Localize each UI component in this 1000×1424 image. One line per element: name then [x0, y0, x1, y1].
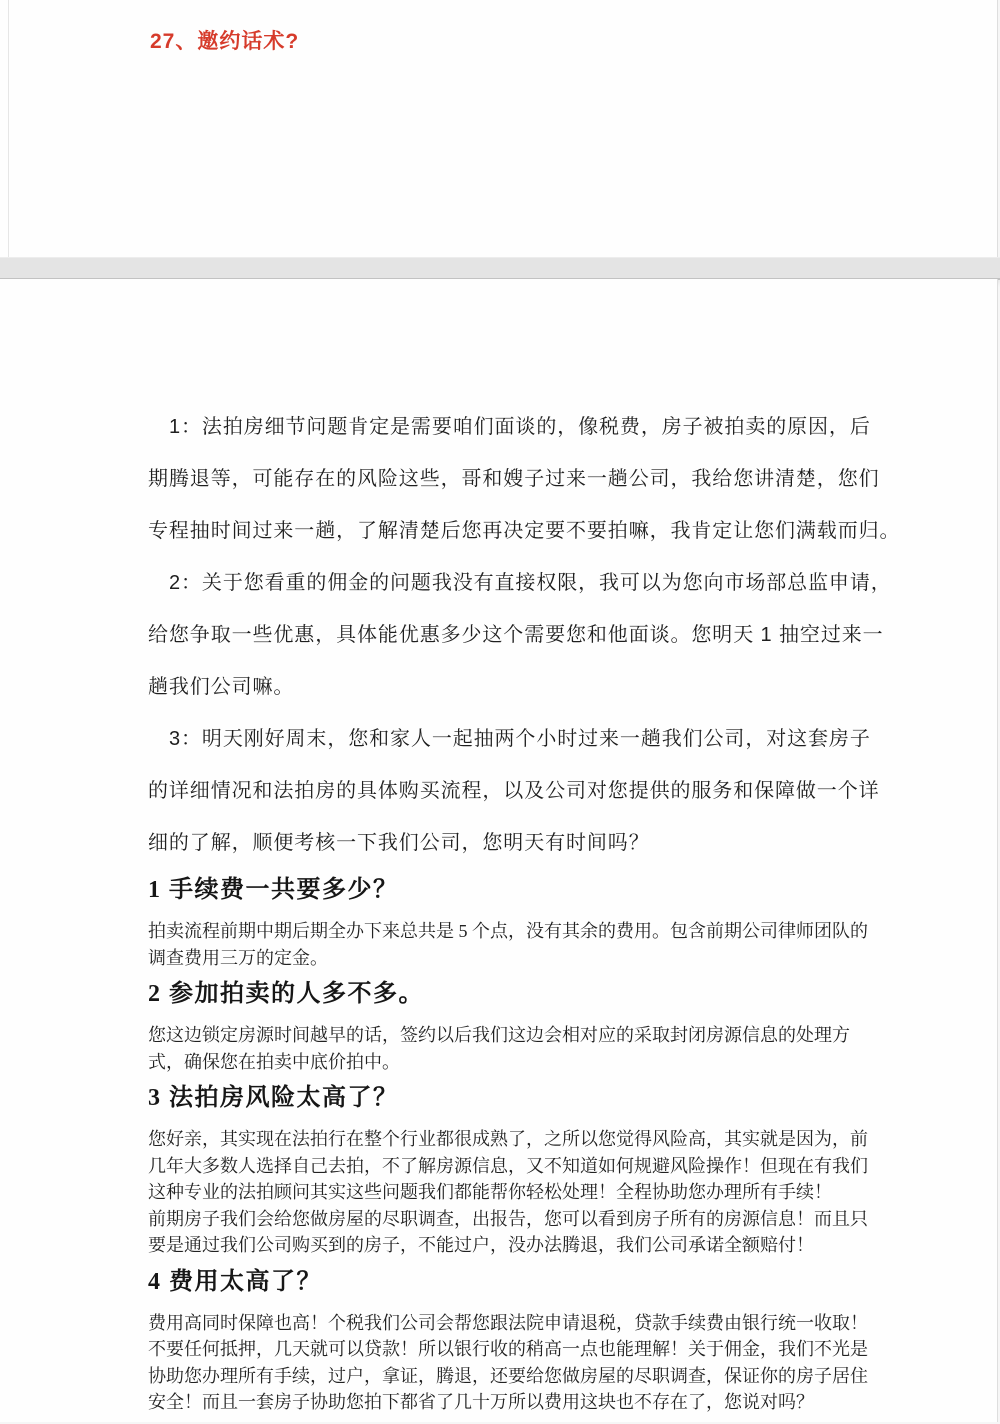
section-body-line: 调查费用三万的定金。: [148, 947, 328, 968]
script-3-line: 细的了解，顺便考核一下我们公司，您明天有时间吗？: [148, 832, 650, 854]
script-2-line: 趟我们公司嘛。: [148, 676, 295, 698]
section-heading: 4 费用太高了？: [148, 1268, 322, 1295]
section-body-line: 费用高同时保障也高！个税我们公司会帮您跟法院申请退税，贷款手续费由银行统一收取！: [148, 1312, 868, 1333]
page-2-content: [148, 279, 901, 1424]
section-body-line: 几年大多数人选择自己去拍，不了解房源信息，又不知道如何规避风险操作！但现在有我们: [148, 1155, 868, 1176]
script-3-line: 3：明天刚好周末，您和家人一起抽两个小时过来一趟我们公司，对这套房子: [169, 728, 871, 750]
qa-section-bidders: [148, 979, 874, 1075]
section-body-line: 式，确保您在拍卖中底价拍中。: [148, 1051, 400, 1072]
qa-sections: [148, 875, 874, 1416]
script-2-line: 2：关于您看重的佣金的问题我没有直接权限，我可以为您向市场部总监申请，: [169, 572, 892, 594]
qa-section-risk: [148, 1083, 874, 1259]
script-1-line: 期腾退等，可能存在的风险这些，哥和嫂子过来一趟公司，我给您讲清楚，您们: [148, 468, 880, 490]
section-body-line: 协助您办理所有手续，过户，拿证，腾退，还要给您做房屋的尽职调查，保证你的房子居住: [148, 1365, 868, 1386]
section-heading: 3 法拍房风险太高了？: [148, 1085, 399, 1111]
document-page-2: [0, 279, 998, 1422]
qa-section-fees: [148, 875, 874, 971]
section-heading: 2 参加拍卖的人多不多。: [148, 981, 424, 1007]
script-3-line: 的详细情况和法拍房的具体购买流程，以及公司对您提供的服务和保障做一个详: [148, 780, 880, 802]
page-break-divider: [0, 257, 1000, 280]
document-page-1: [0, 0, 998, 257]
script-2-line: 给您争取一些优惠，具体能优惠多少这个需要您和他面谈。您明天 1 抽空过来一: [148, 624, 884, 646]
section-heading: 1 手续费一共要多少？: [148, 877, 399, 903]
section-body-line: 要是通过我们公司购买到的房子，不能过户，没办法腾退，我们公司承诺全额赔付！: [148, 1235, 814, 1255]
section-body-line: 您好亲，其实现在法拍行在整个行业都很成熟了，之所以您觉得风险高，其实就是因为，前: [148, 1129, 868, 1149]
section-body-line: 安全！而且一套房子协助您拍下都省了几十万所以费用这块也不存在了，您说对吗？: [148, 1392, 814, 1412]
section-body-line: 这种专业的法拍顾问其实这些问题我们都能帮你轻松处理！全程协助您办理所有手续！: [148, 1182, 832, 1202]
script-1-line: 专程抽时间过来一趟，了解清楚后您再决定要不要拍嘛，我肯定让您们满载而归。: [148, 520, 901, 542]
section-body-line: 不要任何抵押，几天就可以贷款！所以银行收的稍高一点也能理解！关于佣金，我们不光是: [148, 1339, 868, 1359]
script-1-line: 1：法拍房细节问题肯定是需要咱们面谈的，像税费，房子被拍卖的原因，后: [169, 416, 871, 438]
section-body-line: 您这边锁定房源时间越早的话，签约以后我们这边会相对应的采取封闭房源信息的处理方: [148, 1025, 850, 1045]
question-number-heading: 27、邀约话术?: [150, 30, 300, 53]
section-body-line: 前期房子我们会给您做房屋的尽职调查，出报告，您可以看到房子所有的房源信息！而且只: [148, 1208, 868, 1229]
section-body-line: 拍卖流程前期中期后期全办下来总共是 5 个点，没有其余的费用。包含前期公司律师团队的: [148, 921, 868, 941]
invite-script-paragraphs: [148, 279, 901, 869]
qa-section-cost: [148, 1267, 874, 1416]
